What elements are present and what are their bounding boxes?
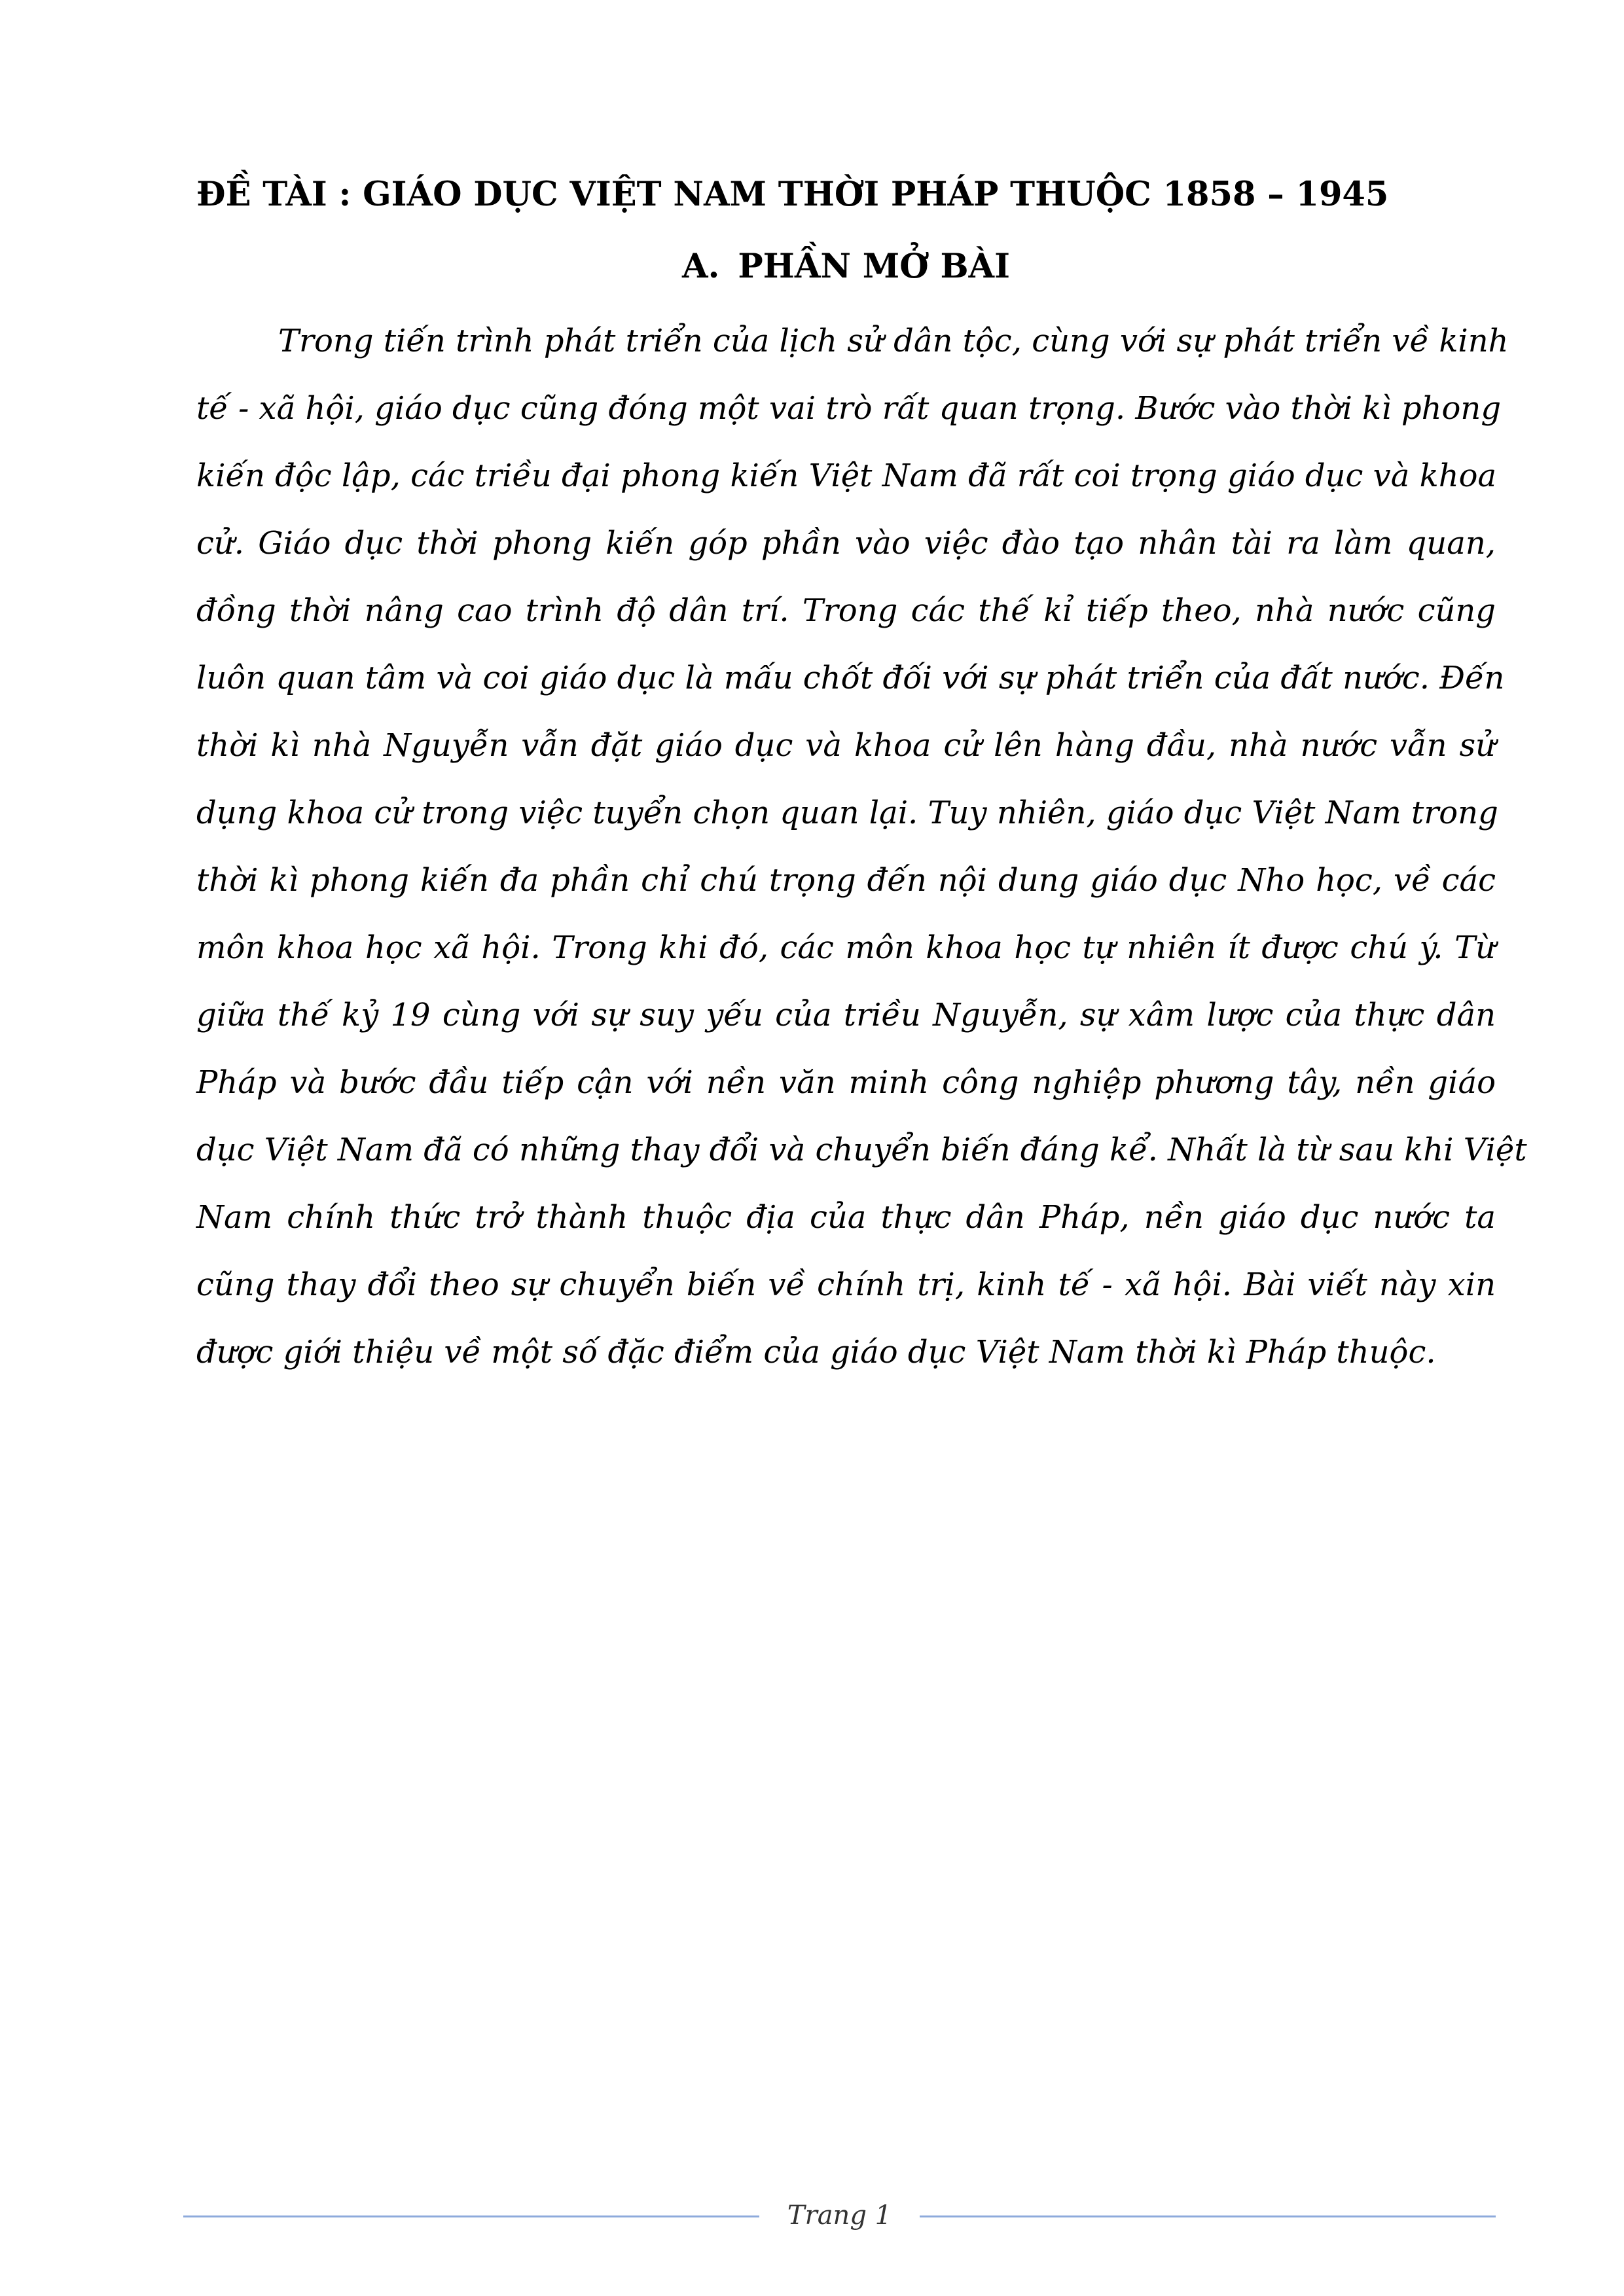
body-line: thời kì phong kiến đa phần chỉ chú trọng đến nội dung giáo dục Nho học, về các [196,862,1496,899]
body-line: được giới thiệu về một số đặc điểm của giáo dục Việt Nam thời kì Pháp thuộc. [196,1334,1436,1371]
body-line: Trong tiến trình phát triển của lịch sử dân tộc, cùng với sự phát triển về kinh [278,323,1509,359]
body-line: tế - xã hội, giáo dục cũng đóng một vai trò rất quan trọng. Bước vào thời kì phong [196,390,1502,427]
body-line: dụng khoa cử trong việc tuyển chọn quan lại. Tuy nhiên, giáo dục Việt Nam trong [196,795,1498,831]
page-footer [183,2196,1496,2235]
body-line: Nam chính thức trở thành thuộc địa của thực dân Pháp, nền giáo dục nước ta [196,1199,1496,1236]
body-paragraph [196,308,1527,1386]
body-line: dục Việt Nam đã có những thay đổi và chuyển biến đáng kể. Nhất là từ sau khi Việt [196,1132,1527,1168]
footer-rule-right [920,2215,1496,2217]
section-heading [196,243,1496,289]
body-line: môn khoa học xã hội. Trong khi đó, các môn khoa học tự nhiên ít được chú ý. Từ [196,929,1496,966]
body-line: cử. Giáo dục thời phong kiến góp phần vào việc đào tạo nhân tài ra làm quan, [196,525,1496,562]
page-number: Trang 1 [787,2200,892,2231]
section-heading-text: PHẦN MỞ BÀI [738,247,1010,286]
body-line: kiến độc lập, các triều đại phong kiến Việt Nam đã rất coi trọng giáo dục và khoa [196,457,1497,494]
document-title: ĐỀ TÀI : GIÁO DỤC VIỆT NAM THỜI PHÁP THUỘC 1858 – 1945 [196,175,1389,214]
body-line: thời kì nhà Nguyễn vẫn đặt giáo dục và khoa cử lên hàng đầu, nhà nước vẫn sử [196,727,1496,764]
section-number: A. [682,247,720,286]
body-line: đồng thời nâng cao trình độ dân trí. Trong các thế kỉ tiếp theo, nhà nước cũng [196,592,1496,629]
body-line: giữa thế kỷ 19 cùng với sự suy yếu của triều Nguyễn, sự xâm lược của thực dân [196,997,1496,1033]
footer-rule-left [183,2215,759,2217]
body-line: cũng thay đổi theo sự chuyển biến về chính trị, kinh tế - xã hội. Bài viết này xin [196,1266,1496,1303]
body-line: luôn quan tâm và coi giáo dục là mấu chốt đối với sự phát triển của đất nước. Đến [196,660,1505,696]
body-line: Pháp và bước đầu tiếp cận với nền văn minh công nghiệp phương tây, nền giáo [196,1064,1496,1101]
